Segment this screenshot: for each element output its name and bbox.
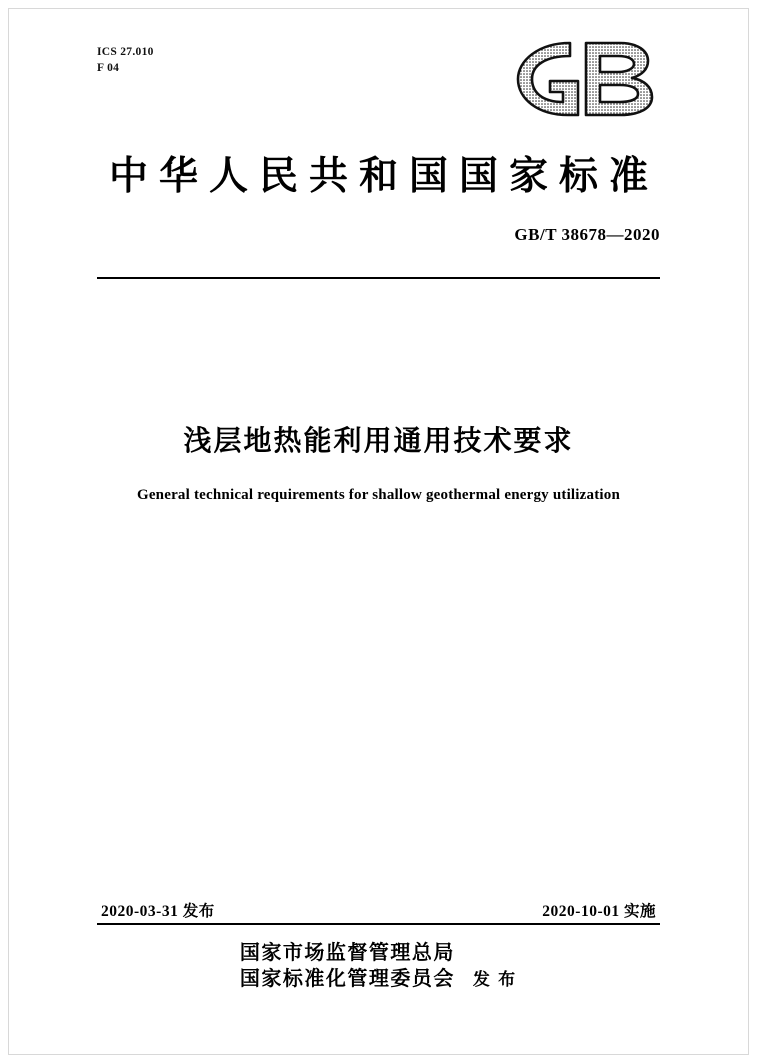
footer-divider xyxy=(97,923,660,925)
document-title-chinese: 浅层地热能利用通用技术要求 xyxy=(183,426,574,457)
effective-date: 2020-10-01 实施 xyxy=(542,903,656,920)
header-divider xyxy=(97,277,660,279)
gb-logo-icon xyxy=(508,37,660,119)
document-title-english: General technical requirements for shallow geothermal energy utilization xyxy=(136,487,621,503)
publisher-name-line-2: 国家标准化管理委员会 xyxy=(239,967,455,990)
publisher-verb: 发 布 xyxy=(472,970,518,990)
publisher-name-line-1: 国家市场监督管理总局 xyxy=(239,942,455,964)
publisher-names xyxy=(240,941,455,992)
national-standard-title: 中华人民共和国国家标准 xyxy=(108,155,659,198)
standard-number: GB/T 38678—2020 xyxy=(514,225,660,244)
ics-code: ICS 27.010 xyxy=(97,46,154,58)
cover-sheet xyxy=(8,8,749,1055)
publisher-block xyxy=(9,941,748,992)
issue-date: 2020-03-31 发布 xyxy=(101,903,215,920)
ics-category-code: F 04 xyxy=(97,61,120,74)
ics-classification-block xyxy=(97,45,154,76)
